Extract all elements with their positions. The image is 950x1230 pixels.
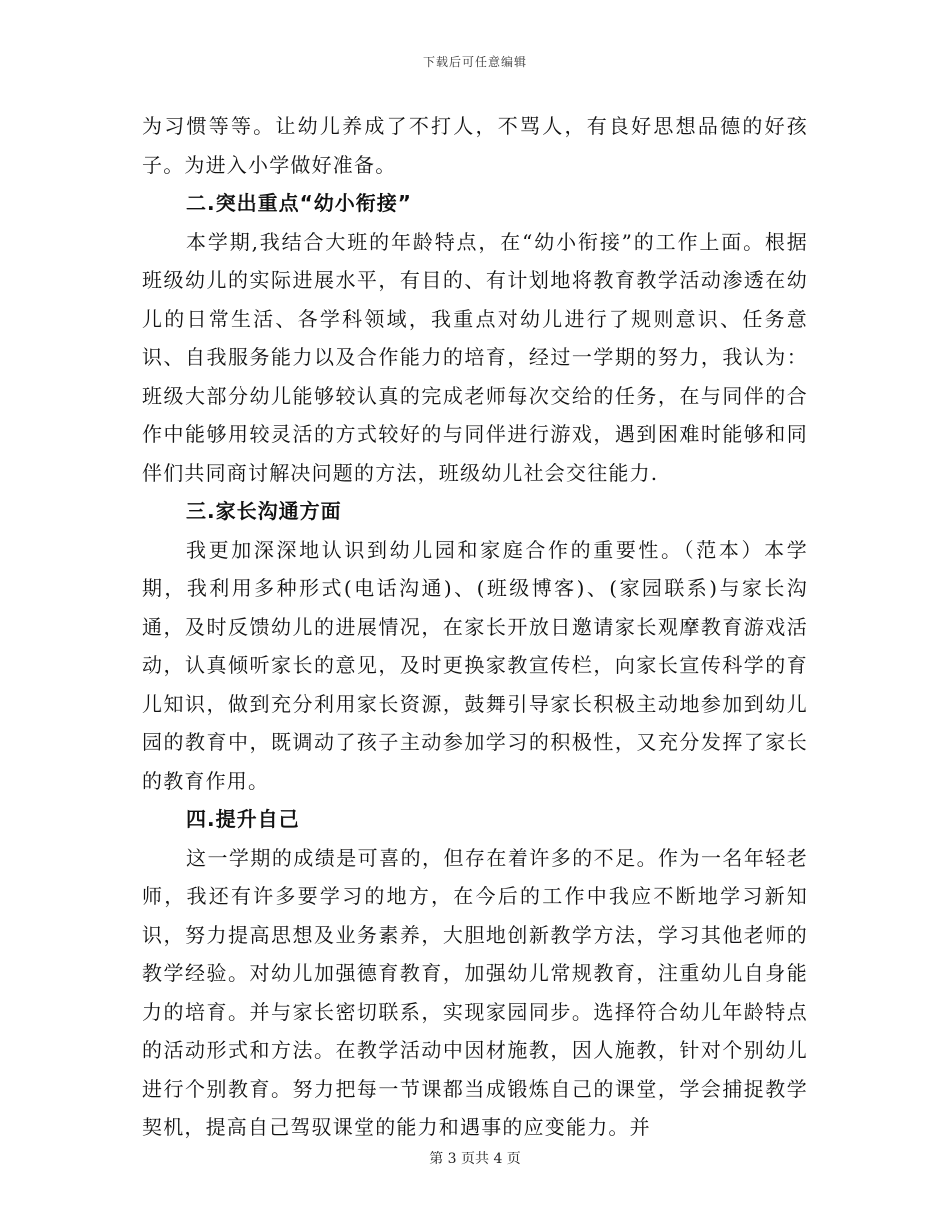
paragraph-continuation: 为习惯等等。让幼儿养成了不打人，不骂人，有良好思想品德的好孩子。为进入小学做好准备。 bbox=[142, 114, 808, 177]
section-heading-4: 四.提升自己 bbox=[186, 807, 300, 831]
page-header: 下载后可任意编辑 bbox=[422, 55, 527, 69]
page-number: 第 3 页共 4 页 bbox=[429, 1151, 521, 1167]
section-heading-2: 二.突出重点“幼小衔接” bbox=[186, 191, 412, 215]
paragraph-parent-communication: 我更加深深地认识到幼儿园和家庭合作的重要性。（范本）本学期，我利用多种形式(电话沟通)、(班级博客)、(家园联系)与家长沟通，及时反馈幼儿的进展情况，在家长开放日邀请家长观摩教育游戏活动，认真倾听家长的意见，及时更换家教宣传栏，向家长宣传科学的育儿知识，做到充分利用家长资源，鼓舞引导家长积极主动地参加到幼儿园的教育中，既调动了孩子主动参加学习的积极性，又充分发挥了家长的教育作用。 bbox=[142, 537, 808, 793]
document-body bbox=[142, 107, 808, 1147]
paragraph-self-improvement: 这一学期的成绩是可喜的，但存在着许多的不足。作为一名年轻老师，我还有许多要学习的地方，在今后的工作中我应不断地学习新知识，努力提高思想及业务素养，大胆地创新教学方法，学习其他老师的教学经验。对幼儿加强德育教育，加强幼儿常规教育，注重幼儿自身能力的培育。并与家长密切联系，实现家园同步。选择符合幼儿年龄特点的活动形式和方法。在教学活动中因材施教，因人施教，针对个别幼儿进行个别教育。努力把每一节课都当成锻炼自己的课堂，学会捕捉教学契机，提高自己驾驭课堂的能力和遇事的应变能力。并 bbox=[142, 845, 808, 1139]
section-heading-3: 三.家长沟通方面 bbox=[186, 499, 342, 523]
paragraph-transition: 本学期,我结合大班的年龄特点，在“幼小衔接”的工作上面。根据班级幼儿的实际进展水平，有目的、有计划地将教育教学活动渗透在幼儿的日常生活、各学科领域，我重点对幼儿进行了规则意识、任务意识、自我服务能力以及合作能力的培育，经过一学期的努力，我认为：班级大部分幼儿能够较认真的完成老师每次交给的任务，在与同伴的合作中能够用较灵活的方式较好的与同伴进行游戏，遇到困难时能够和同伴们共同商讨解决问题的方法，班级幼儿社会交往能力. bbox=[142, 229, 808, 485]
